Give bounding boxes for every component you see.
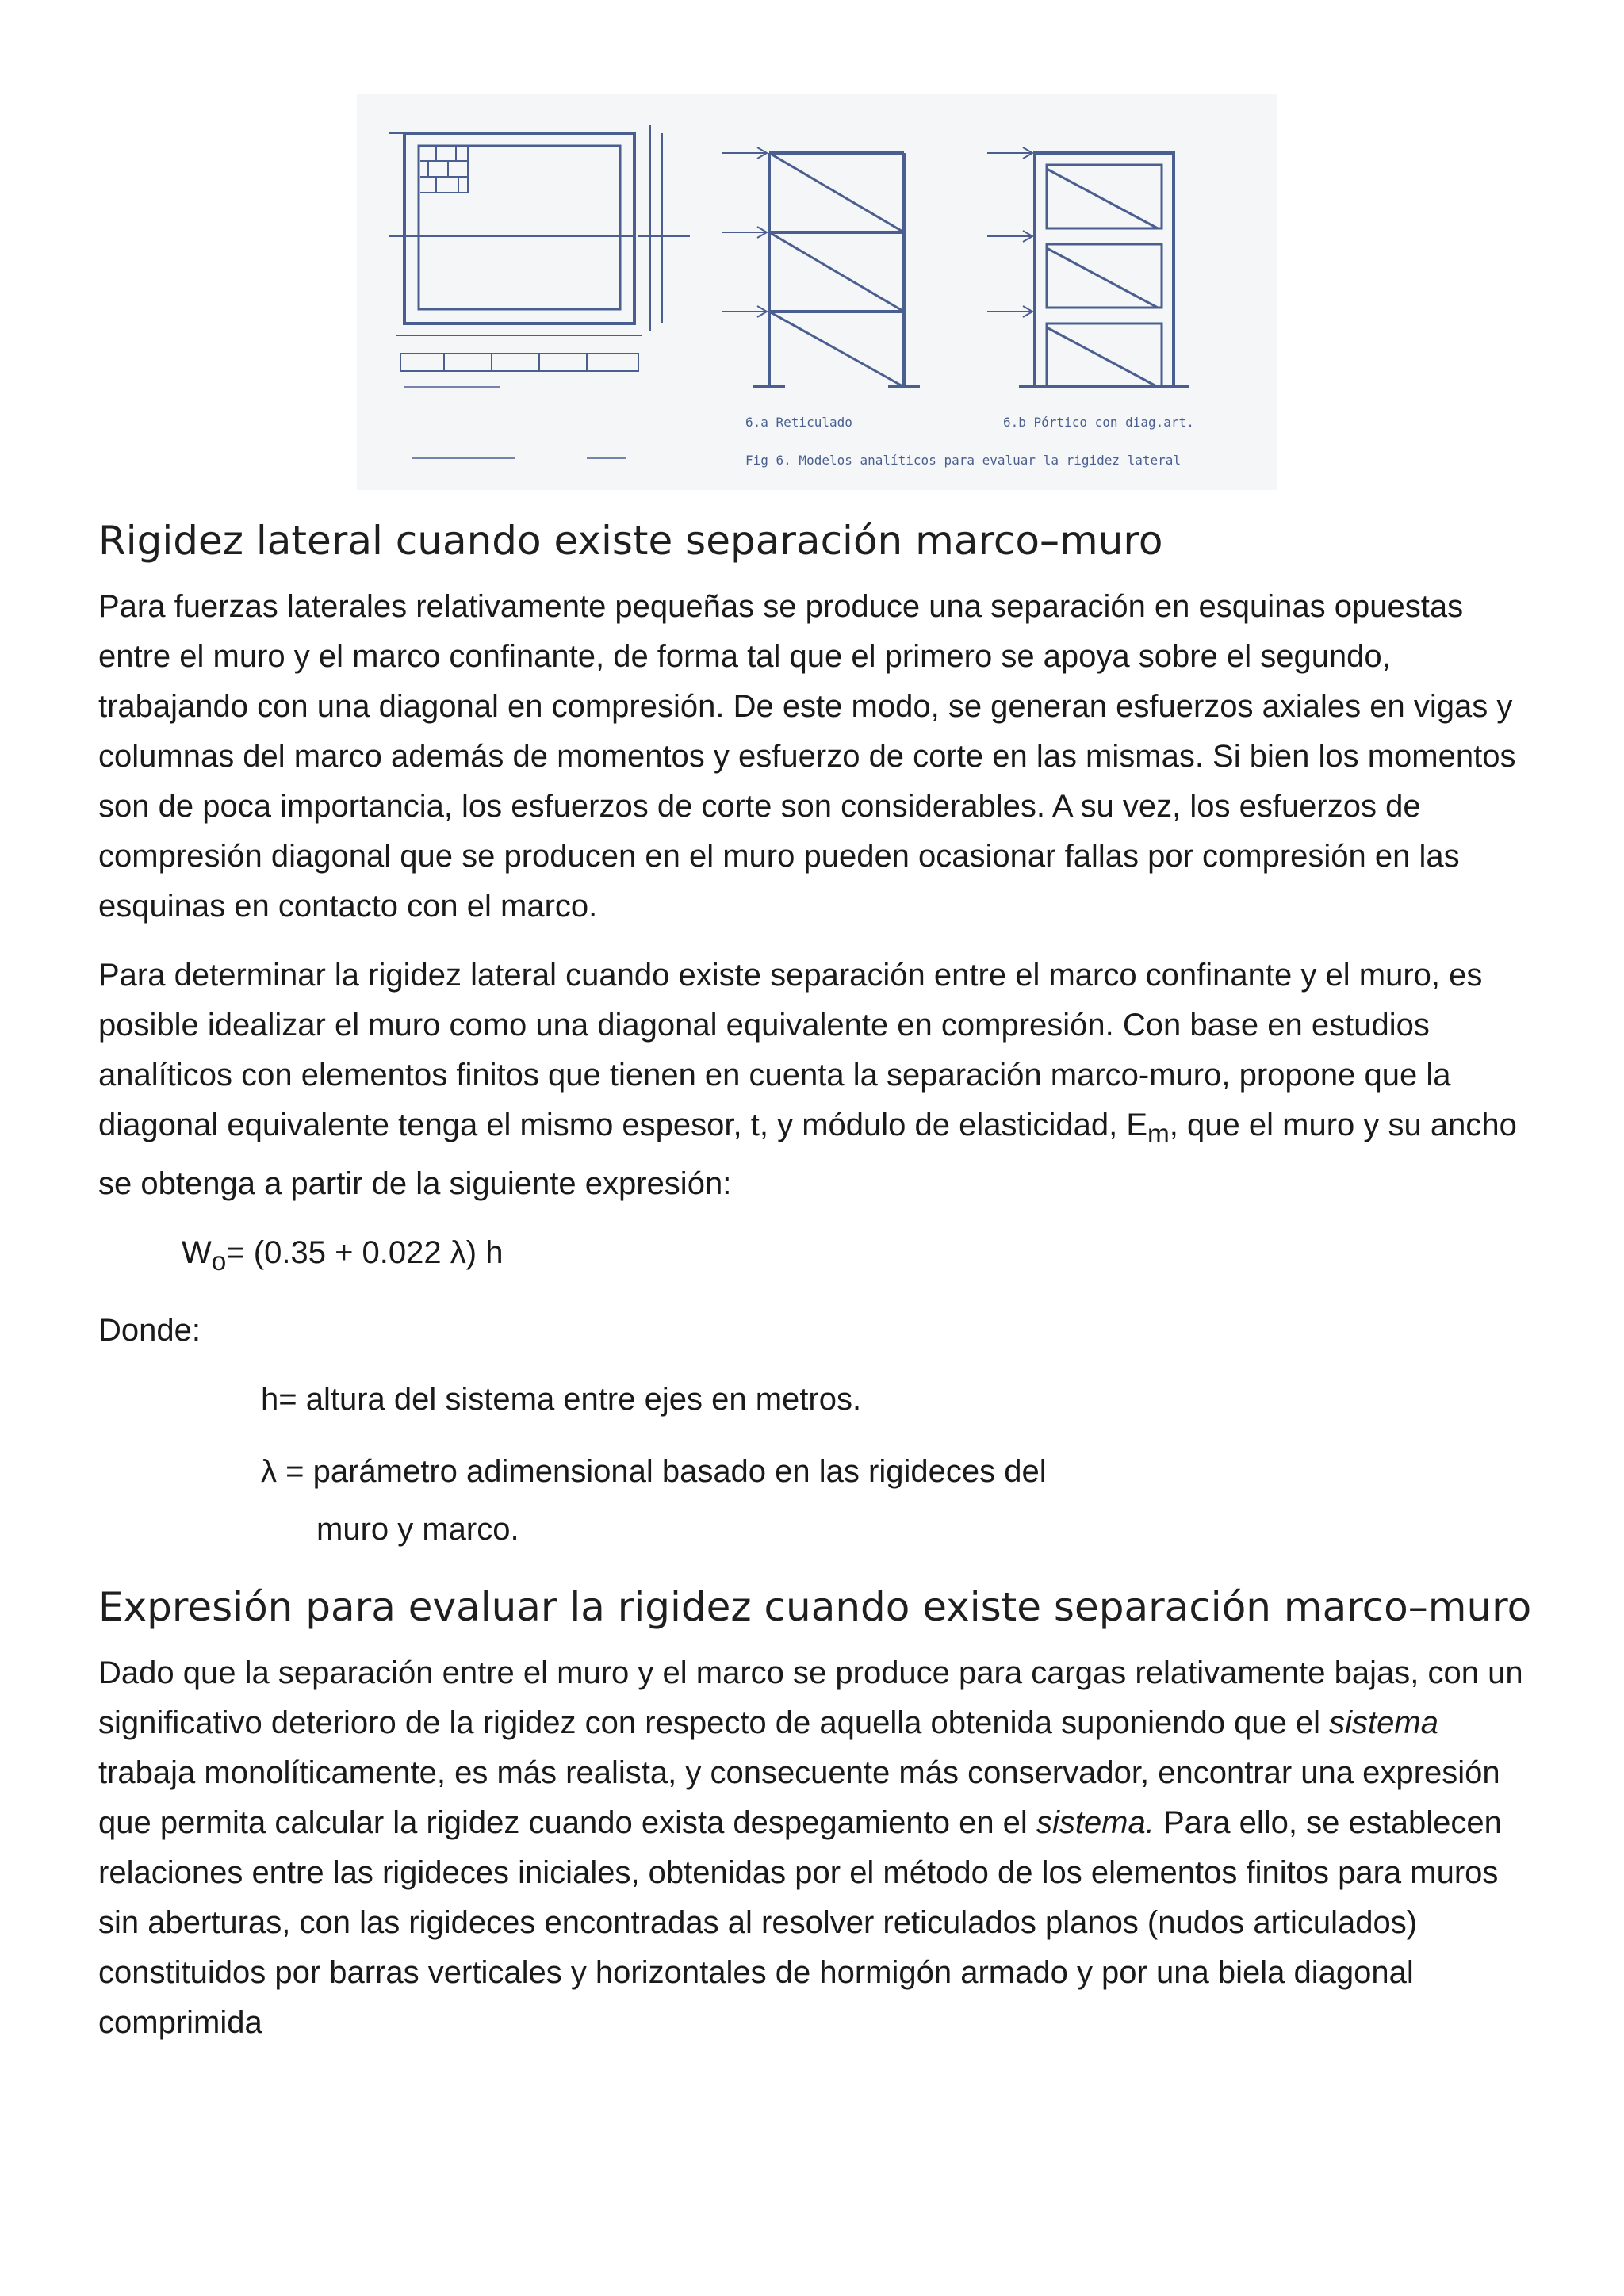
emphasis-sistema-1: sistema (1329, 1705, 1438, 1740)
paragraph-3 (98, 1648, 1542, 2048)
label-reticulado: 6.a Reticulado (745, 415, 852, 430)
figure-analytical-models (357, 94, 1277, 490)
paragraph-2-part-a: Para determinar la rigidez lateral cuando existe separación entre el marco confinante y el muro, es posible idealizar el muro como una diagonal equivalente en compresión. Con base en estudios analíticos con elementos finitos que tienen en cuenta la separación marco-muro, propone que la diagonal equivalente tenga el mismo espesor, t, y módulo de elasticidad, E (98, 958, 1483, 1142)
definition-lambda: λ = parámetro adimensional basado en las rigideces del (261, 1454, 1047, 1489)
figure-drawing (357, 94, 1277, 490)
paragraph-2-part-b: , que el muro y su ancho se obtenga a partir de la siguiente expresión: (98, 1108, 1517, 1201)
equation-wo (182, 1228, 1542, 1287)
section-title-rigidez-lateral: Rigidez lateral cuando existe separación marco–muro (98, 518, 1163, 564)
equation-var: W (182, 1235, 212, 1270)
paragraph-1: Para fuerzas laterales relativamente pequeñas se produce una separación en esquinas opuestas entre el muro y el marco confinante, de forma tal que el primero se apoya sobre el segundo, trabajando con una diagonal en compresión. De este modo, se generan esfuerzos axiales en vigas y columnas del marco además de momentos y esfuerzo de corte en las mismas. Si bien los momentos son de poca importancia, los esfuerzos de corte son considerables. A su vez, los esfuerzos de compresión diagonal que se producen en el muro pueden ocasionar fallas por compresión en las esquinas en contacto con el marco. (98, 589, 1516, 924)
figure-caption: Fig 6. Modelos analíticos para evaluar la rigidez lateral (745, 453, 1182, 468)
document-body (98, 507, 1542, 2067)
frame-diagonal-model (987, 147, 1189, 387)
truss-model (722, 147, 920, 387)
infill-outline (419, 146, 620, 309)
paragraph-2 (98, 951, 1542, 1209)
label-portico: 6.b Pórtico con diag.art. (1003, 415, 1194, 430)
section-title-expresion: Expresión para evaluar la rigidez cuando existe separación marco–muro (98, 1584, 1532, 1630)
wall-plan (400, 354, 638, 371)
paragraph-3-part-1: Dado que la separación entre el muro y el marco se produce para cargas relativamente bajas, con un significativo deterioro de la rigidez con respecto de aquella obtenida suponiendo que el (98, 1655, 1523, 1740)
paragraph-3-part-3: Para ello, se establecen relaciones entre las rigideces iniciales, obtenidas por el método de los elementos finitos para muros sin aberturas, con las rigideces encontradas al resolver reticulados planos (nudos articulados) constituidos por barras verticales y horizontales de hormigón armado y por una biela diagonal comprimida (98, 1805, 1502, 2040)
paragraph-3-part-2: trabaja monolíticamente, es más realista, y consecuente más conservador, encontrar una expresión que permita calcular la rigidez cuando exista despegamiento en el (98, 1755, 1500, 1840)
emphasis-sistema-2: sistema. (1036, 1805, 1155, 1840)
donde-label: Donde: (98, 1313, 201, 1348)
definition-lambda-cont: muro y marco. (316, 1512, 519, 1547)
subscript-m: m (1147, 1119, 1170, 1149)
equation-subscript: o (211, 1247, 227, 1276)
equation-rhs: = (0.35 + 0.022 λ) h (226, 1235, 504, 1270)
definition-h: h= altura del sistema entre ejes en metros. (261, 1382, 862, 1417)
masonry-bricks (420, 146, 468, 193)
